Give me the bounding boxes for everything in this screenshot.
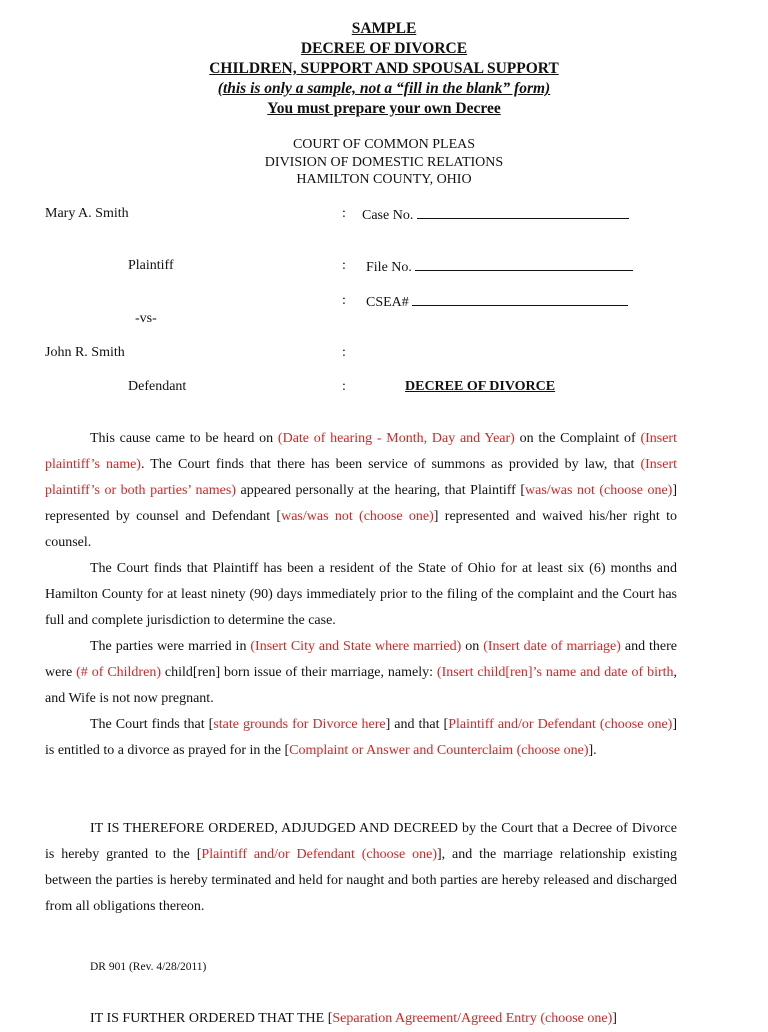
court-line-3: HAMILTON COUNTY, OHIO bbox=[296, 172, 472, 187]
paragraph-residency: The Court finds that Plaintiff has been a resident of the State of Ohio for at least six (6) months and Hamilton County for at least ninety (90) days immediately prior to the filing of the complaint and the Court has full and complete jurisdiction to determine the case. bbox=[45, 561, 677, 628]
placeholder-entitled-party: Plaintiff and/or Defendant (choose one) bbox=[448, 717, 673, 732]
versus-label: -vs- bbox=[135, 311, 157, 326]
defendant-name: John R. Smith bbox=[45, 345, 125, 360]
placeholder-agreement-type: Separation Agreement/Agreed Entry (choose one) bbox=[332, 1011, 613, 1026]
file-number-label: File No. bbox=[366, 260, 412, 275]
form-footer: DR 901 (Rev. 4/28/2011) bbox=[90, 961, 207, 973]
placeholder-plaintiff-counsel: was/was not (choose one) bbox=[525, 483, 673, 498]
case-number-blank[interactable] bbox=[417, 205, 629, 219]
body-section-further bbox=[45, 1006, 677, 1032]
csea-field[interactable] bbox=[366, 292, 628, 312]
court-line-2: DIVISION OF DOMESTIC RELATIONS bbox=[264, 154, 504, 170]
header-sample-note: (this is only a sample, not a “fill in the blank” form) bbox=[217, 80, 551, 97]
placeholder-children-names: (Insert child[ren]’s name and date of birth bbox=[436, 665, 674, 680]
header-sample: SAMPLE bbox=[351, 20, 417, 37]
header-instruction: You must prepare your own Decree bbox=[267, 100, 501, 117]
case-number-label: Case No. bbox=[362, 208, 414, 223]
plaintiff-name: Mary A. Smith bbox=[45, 206, 129, 221]
caption-colon: : bbox=[342, 345, 346, 360]
placeholder-plaintiff-name: (Insert plaintiff’s name) bbox=[45, 431, 677, 472]
caption-colon: : bbox=[342, 258, 346, 273]
caption-colon: : bbox=[342, 293, 346, 308]
placeholder-children-count: (# of Children) bbox=[76, 665, 161, 680]
placeholder-granted-party: Plaintiff and/or Defendant (choose one) bbox=[201, 847, 437, 862]
court-line-1: COURT OF COMMON PLEAS bbox=[292, 137, 476, 152]
court-heading bbox=[0, 136, 768, 189]
placeholder-grounds: state grounds for Divorce here bbox=[213, 717, 386, 732]
file-number-field[interactable] bbox=[366, 257, 633, 277]
header-decree-title: DECREE OF DIVORCE bbox=[300, 40, 468, 57]
placeholder-marriage-date: (Insert date of marriage) bbox=[483, 639, 621, 654]
paragraph-further-order: IT IS FURTHER ORDERED THAT THE [Separation Agreement/Agreed Entry (choose one)] bbox=[90, 1011, 617, 1026]
decree-title: DECREE OF DIVORCE bbox=[405, 379, 556, 394]
caption-colon: : bbox=[342, 206, 346, 221]
csea-label: CSEA# bbox=[366, 295, 409, 310]
paragraph-order: IT IS THEREFORE ORDERED, ADJUDGED AND DECREED by the Court that a Decree of Divorce is hereby granted to the [Plaintiff and/or Defendant (choose one)], and the marriage relationship existing between the parties is hereby terminated and held for naught and both parties are hereby released and discharged from all obligations thereon. bbox=[45, 821, 677, 914]
case-number-field[interactable] bbox=[362, 205, 629, 225]
csea-blank[interactable] bbox=[412, 292, 628, 306]
paragraph-grounds: The Court finds that [state grounds for Divorce here] and that [Plaintiff and/or Defendant (choose one)] is entitled to a divorce as prayed for in the [Complaint or Answer and Counterclaim (choose one)]. bbox=[45, 717, 677, 758]
placeholder-pleading: Complaint or Answer and Counterclaim (choose one) bbox=[289, 743, 589, 758]
paragraph-marriage: The parties were married in (Insert City and State where married) on (Insert date of marriage) and there were (# of Children) child[ren] born issue of their marriage, namely: (Insert child[ren]’s name and date of birth, and Wife is not now pregnant. bbox=[45, 639, 678, 706]
header-subtitle: CHILDREN, SUPPORT AND SPOUSAL SUPPORT bbox=[209, 60, 559, 77]
placeholder-marriage-place: (Insert City and State where married) bbox=[250, 639, 462, 654]
body-section-findings bbox=[45, 426, 677, 764]
defendant-label: Defendant bbox=[128, 379, 187, 394]
body-section-order bbox=[45, 816, 677, 920]
placeholder-defendant-counsel: was/was not (choose one) bbox=[281, 509, 434, 524]
paragraph-hearing: This cause came to be heard on (Date of hearing - Month, Day and Year) on the Complaint of (Insert plaintiff’s name). The Court finds that there has been service of summons as provided by law, that (Insert plaintiff’s or both parties’ names) appeared personally at the hearing, that Plaintiff [was/was not (choose one)] represented by counsel and Defendant [was/was not (choose one)] represented and waived his/her right to counsel. bbox=[45, 431, 678, 550]
file-number-blank[interactable] bbox=[415, 257, 633, 271]
placeholder-hearing-date: (Date of hearing - Month, Day and Year) bbox=[277, 431, 515, 446]
placeholder-parties-names: (Insert plaintiff’s or both parties’ names) bbox=[45, 457, 678, 498]
plaintiff-label: Plaintiff bbox=[128, 258, 174, 273]
caption-colon: : bbox=[342, 379, 346, 394]
